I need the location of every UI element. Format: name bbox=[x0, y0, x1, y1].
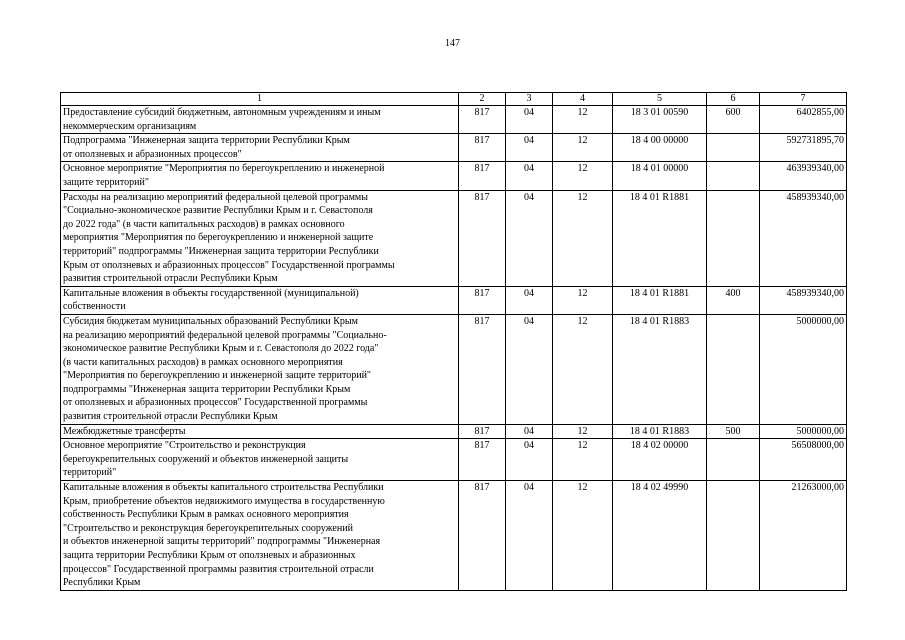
target-article-code: 18 4 01 R1883 bbox=[613, 424, 707, 439]
description-line: Крым, приобретение объектов недвижимого имущества в государственную bbox=[63, 495, 385, 507]
ministry-code: 817 bbox=[459, 314, 506, 424]
amount: 592731895,70 bbox=[760, 134, 847, 162]
table-row bbox=[61, 314, 847, 424]
subsection-code: 12 bbox=[553, 190, 613, 286]
expense-type-code bbox=[707, 134, 760, 162]
subsection-code: 12 bbox=[553, 106, 613, 134]
header-cell: 6 bbox=[707, 93, 760, 106]
target-article-code: 18 4 02 49990 bbox=[613, 481, 707, 591]
ministry-code: 817 bbox=[459, 162, 506, 190]
header-cell: 4 bbox=[553, 93, 613, 106]
description-line: процессов" Государственной программы развития строительной отрасли bbox=[63, 563, 374, 575]
description-line: берегоукрепительных сооружений и объектов инженерной защиты bbox=[63, 453, 349, 465]
description-line: "Социально-экономическое развитие Республики Крым и г. Севастополя bbox=[63, 205, 373, 217]
description-line: на реализацию мероприятий федеральной целевой программы "Социально- bbox=[63, 329, 387, 341]
target-article-code: 18 4 01 R1881 bbox=[613, 286, 707, 314]
description-line: "Строительство и реконструкция берегоукрепительных сооружений bbox=[63, 522, 353, 534]
header-cell: 5 bbox=[613, 93, 707, 106]
description-line: некоммерческим организациям bbox=[63, 120, 197, 132]
description-line: Субсидия бюджетам муниципальных образований Республики Крым bbox=[63, 315, 358, 327]
table-row bbox=[61, 190, 847, 286]
row-description bbox=[61, 439, 459, 481]
expense-type-code bbox=[707, 162, 760, 190]
description-line: "Мероприятия по берегоукреплению и инженерной защите территорий" bbox=[63, 370, 372, 382]
table-row bbox=[61, 162, 847, 190]
ministry-code: 817 bbox=[459, 424, 506, 439]
subsection-code: 12 bbox=[553, 286, 613, 314]
description-line: Межбюджетные трансферты bbox=[63, 425, 186, 437]
subsection-code: 12 bbox=[553, 134, 613, 162]
expense-type-code bbox=[707, 439, 760, 481]
table-row bbox=[61, 439, 847, 481]
table-row bbox=[61, 286, 847, 314]
description-line: защите территорий" bbox=[63, 176, 149, 188]
target-article-code: 18 4 02 00000 bbox=[613, 439, 707, 481]
amount: 5000000,00 bbox=[760, 424, 847, 439]
ministry-code: 817 bbox=[459, 481, 506, 591]
amount: 56508000,00 bbox=[760, 439, 847, 481]
subsection-code: 12 bbox=[553, 481, 613, 591]
section-code: 04 bbox=[506, 481, 553, 591]
page-number: 147 bbox=[445, 38, 460, 49]
row-description bbox=[61, 314, 459, 424]
section-code: 04 bbox=[506, 286, 553, 314]
description-line: экономическое развитие Республики Крым и г. Севастополя до 2022 года" bbox=[63, 343, 379, 355]
row-description bbox=[61, 106, 459, 134]
amount: 5000000,00 bbox=[760, 314, 847, 424]
target-article-code: 18 4 01 R1881 bbox=[613, 190, 707, 286]
description-line: до 2022 года" (в части капитальных расходов) в рамках основного bbox=[63, 218, 345, 230]
expense-type-code: 400 bbox=[707, 286, 760, 314]
row-description bbox=[61, 190, 459, 286]
description-line: развития строительной отрасли Республики Крым bbox=[63, 273, 278, 285]
description-line: Республики Крым bbox=[63, 577, 141, 589]
expense-type-code bbox=[707, 314, 760, 424]
row-description bbox=[61, 424, 459, 439]
description-line: Подпрограмма "Инженерная защита территории Республики Крым bbox=[63, 135, 350, 147]
target-article-code: 18 4 01 00000 bbox=[613, 162, 707, 190]
target-article-code: 18 4 01 R1883 bbox=[613, 314, 707, 424]
description-line: Капитальные вложения в объекты капитального строительства Республики bbox=[63, 482, 384, 494]
description-line: Предоставление субсидий бюджетным, автономным учреждениям и иным bbox=[63, 107, 381, 118]
amount: 21263000,00 bbox=[760, 481, 847, 591]
description-line: Крым от оползневых и абразионных процессов" Государственной программы bbox=[63, 259, 395, 271]
subsection-code: 12 bbox=[553, 314, 613, 424]
row-description bbox=[61, 481, 459, 591]
budget-table bbox=[60, 92, 847, 591]
description-line: от оползневых и абразионных процессов" bbox=[63, 148, 242, 160]
description-line: Расходы на реализацию мероприятий федеральной целевой программы bbox=[63, 191, 368, 203]
description-line: развития строительной отрасли Республики Крым bbox=[63, 411, 278, 423]
target-article-code: 18 4 00 00000 bbox=[613, 134, 707, 162]
amount: 6402855,00 bbox=[760, 106, 847, 134]
expense-type-code: 500 bbox=[707, 424, 760, 439]
description-line: территорий" bbox=[63, 467, 117, 479]
description-line: защита территории Республики Крым от оползневых и абразионных bbox=[63, 550, 356, 561]
table-row bbox=[61, 424, 847, 439]
header-cell: 2 bbox=[459, 93, 506, 106]
amount: 458939340,00 bbox=[760, 286, 847, 314]
section-code: 04 bbox=[506, 439, 553, 481]
table-row bbox=[61, 481, 847, 591]
section-code: 04 bbox=[506, 424, 553, 439]
table-row bbox=[61, 106, 847, 134]
description-line: собственности bbox=[63, 301, 126, 313]
description-line: Капитальные вложения в объекты государственной (муниципальной) bbox=[63, 287, 359, 299]
description-line: Основное мероприятие "Строительство и реконструкция bbox=[63, 440, 306, 452]
expense-type-code: 600 bbox=[707, 106, 760, 134]
header-cell: 7 bbox=[760, 93, 847, 106]
expense-type-code bbox=[707, 190, 760, 286]
ministry-code: 817 bbox=[459, 134, 506, 162]
ministry-code: 817 bbox=[459, 106, 506, 134]
description-line: собственность Республики Крым в рамках основного мероприятия bbox=[63, 509, 349, 521]
section-code: 04 bbox=[506, 190, 553, 286]
section-code: 04 bbox=[506, 162, 553, 190]
ministry-code: 817 bbox=[459, 286, 506, 314]
section-code: 04 bbox=[506, 134, 553, 162]
ministry-code: 817 bbox=[459, 439, 506, 481]
section-code: 04 bbox=[506, 314, 553, 424]
table-row bbox=[61, 134, 847, 162]
description-line: от оползневых и абразионных процессов" Государственной программы bbox=[63, 397, 368, 409]
description-line: Основное мероприятие "Мероприятия по берегоукреплению и инженерной bbox=[63, 163, 385, 175]
amount: 458939340,00 bbox=[760, 190, 847, 286]
description-line: и объектов инженерной защиты территорий" подпрограммы "Инженерная bbox=[63, 536, 381, 548]
header-cell: 3 bbox=[506, 93, 553, 106]
subsection-code: 12 bbox=[553, 424, 613, 439]
section-code: 04 bbox=[506, 106, 553, 134]
expense-type-code bbox=[707, 481, 760, 591]
subsection-code: 12 bbox=[553, 439, 613, 481]
row-description bbox=[61, 134, 459, 162]
description-line: подпрограммы "Инженерная защита территории Республики Крым bbox=[63, 383, 351, 395]
table-body bbox=[61, 93, 847, 591]
subsection-code: 12 bbox=[553, 162, 613, 190]
description-line: мероприятия "Мероприятия по берегоукреплению и инженерной защите bbox=[63, 232, 374, 244]
row-description bbox=[61, 162, 459, 190]
header-cell: 1 bbox=[61, 93, 459, 106]
header-row bbox=[61, 93, 847, 106]
amount: 463939340,00 bbox=[760, 162, 847, 190]
target-article-code: 18 3 01 00590 bbox=[613, 106, 707, 134]
description-line: (в части капитальных расходов) в рамках основного мероприятия bbox=[63, 356, 343, 368]
row-description bbox=[61, 286, 459, 314]
description-line: территорий" подпрограммы "Инженерная защита территории Республики bbox=[63, 245, 379, 257]
ministry-code: 817 bbox=[459, 190, 506, 286]
